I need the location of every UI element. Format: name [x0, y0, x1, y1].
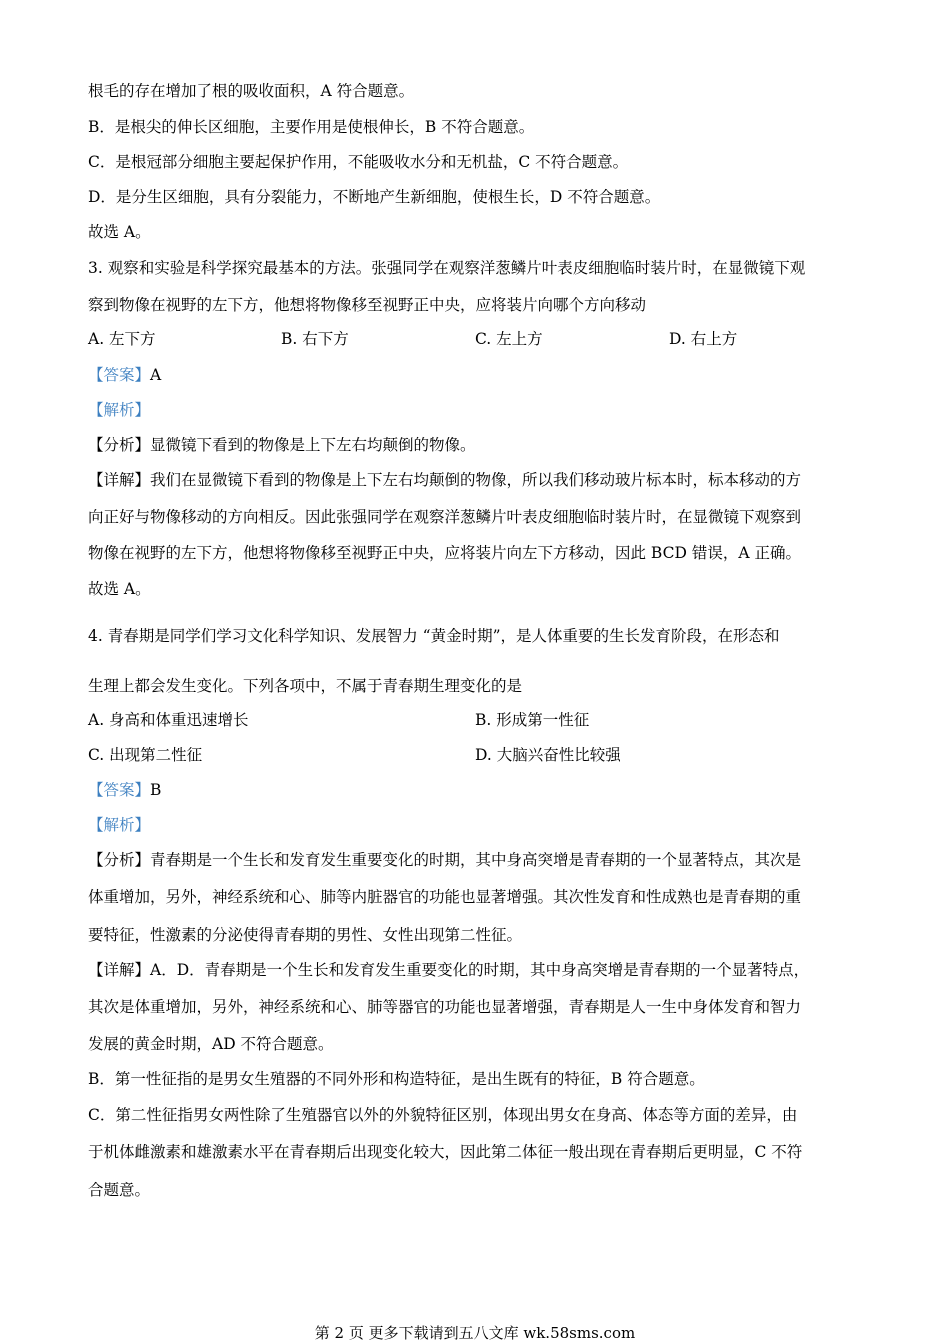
option-c-explanation: C．第二性征指男女两性除了生殖器官以外的外貌特征区别，体现出男女在身高、体态等方面的差异，由: [88, 1106, 798, 1124]
text-line: 根毛的存在增加了根的吸收面积，A 符合题意。: [88, 82, 415, 100]
xiangjie-line: 其次是体重增加，另外，神经系统和心、肺等器官的功能也显著增强，青春期是人一生中身体发育和智力: [88, 998, 802, 1016]
option-a: A. 左下方: [88, 330, 156, 348]
page-footer: 第 2 页 更多下载请到五八文库 wk.58sms.com: [314, 1324, 636, 1342]
question-4-stem: 4. 青春期是同学们学习文化科学知识、发展智力 “黄金时期”，是人体重要的生长发育阶段，在形态和: [88, 627, 780, 645]
conclusion-line: 故选 A。: [88, 223, 151, 241]
answer-value: B: [150, 781, 162, 799]
option-c-explanation: 于机体雌激素和雄激素水平在青春期后出现变化较大，因此第二体征一般出现在青春期后更明显，C 不符: [88, 1143, 803, 1161]
option-b-explanation: B．第一性征指的是男女生殖器的不同外形和构造特征，是出生既有的特征，B 符合题意。: [88, 1070, 705, 1088]
xiangjie-line: [88, 470, 801, 490]
fenxi-line: 体重增加，另外，神经系统和心、肺等内脏器官的功能也显著增强。其次性发育和性成熟也是青春期的重: [88, 888, 802, 906]
xiangjie-label: 【详解】: [88, 471, 151, 489]
fenxi-text: 青春期是一个生长和发育发生重要变化的时期，其中身高突增是青春期的一个显著特点，其次是: [150, 851, 802, 869]
xiangjie-line: [88, 960, 809, 980]
fenxi-line: [88, 435, 476, 455]
text-line: D．是分生区细胞，具有分裂能力，不断地产生新细胞，使根生长，D 不符合题意。: [88, 188, 661, 206]
fenxi-text: 显微镜下看到的物像是上下左右均颠倒的物像。: [150, 436, 476, 454]
question-4-stem: 生理上都会发生变化。下列各项中，不属于青春期生理变化的是: [88, 677, 523, 695]
xiangjie-line: 向正好与物像移动的方向相反。因此张强同学在观察洋葱鳞片叶表皮细胞临时装片时，在显微镜下观察到: [88, 508, 802, 526]
option-b: B. 右下方: [281, 330, 349, 348]
option-c: C. 左上方: [475, 330, 543, 348]
question-3-stem: 察到物像在视野的左下方，他想将物像移至视野正中央，应将装片向哪个方向移动: [88, 296, 647, 314]
answer-label: 【答案】: [88, 366, 151, 384]
xiangjie-line: 物像在视野的左下方，他想将物像移至视野正中央，应将装片向左下方移动，因此 BCD 错误，A 正确。: [88, 544, 801, 562]
answer-value: A: [150, 366, 162, 384]
answer-label: 【答案】: [88, 781, 151, 799]
xiangjie-text: 我们在显微镜下看到的物像是上下左右均颠倒的物像，所以我们移动玻片标本时，标本移动的方: [150, 471, 802, 489]
option-a: A. 身高和体重迅速增长: [88, 711, 249, 729]
question-3-stem: 3. 观察和实验是科学探究最基本的方法。张强同学在观察洋葱鳞片叶表皮细胞临时装片时，在显微镜下观: [88, 259, 806, 277]
xiangjie-line: 发展的黄金时期，AD 不符合题意。: [88, 1035, 334, 1053]
analysis-label: 【解析】: [88, 816, 151, 834]
option-c-explanation: 合题意。: [88, 1181, 151, 1199]
xiangjie-label: 【详解】: [88, 961, 151, 979]
fenxi-line: 要特征，性激素的分泌使得青春期的男性、女性出现第二性征。: [88, 926, 523, 944]
text-line: C．是根冠部分细胞主要起保护作用，不能吸收水分和无机盐，C 不符合题意。: [88, 153, 629, 171]
conclusion-line: 故选 A。: [88, 580, 151, 598]
fenxi-line: [88, 850, 801, 870]
fenxi-label: 【分析】: [88, 851, 151, 869]
answer-line: [88, 780, 161, 800]
fenxi-label: 【分析】: [88, 436, 151, 454]
option-c: C. 出现第二性征: [88, 746, 203, 764]
xiangjie-text: A．D．青春期是一个生长和发育发生重要变化的时期，其中身高突增是青春期的一个显著特点，: [150, 961, 810, 979]
text-line: B．是根尖的伸长区细胞，主要作用是使根伸长，B 不符合题意。: [88, 118, 535, 136]
option-d: D. 大脑兴奋性比较强: [475, 746, 621, 764]
option-b: B. 形成第一性征: [475, 711, 590, 729]
option-d: D. 右上方: [669, 330, 738, 348]
answer-line: [88, 365, 161, 385]
analysis-label: 【解析】: [88, 401, 151, 419]
